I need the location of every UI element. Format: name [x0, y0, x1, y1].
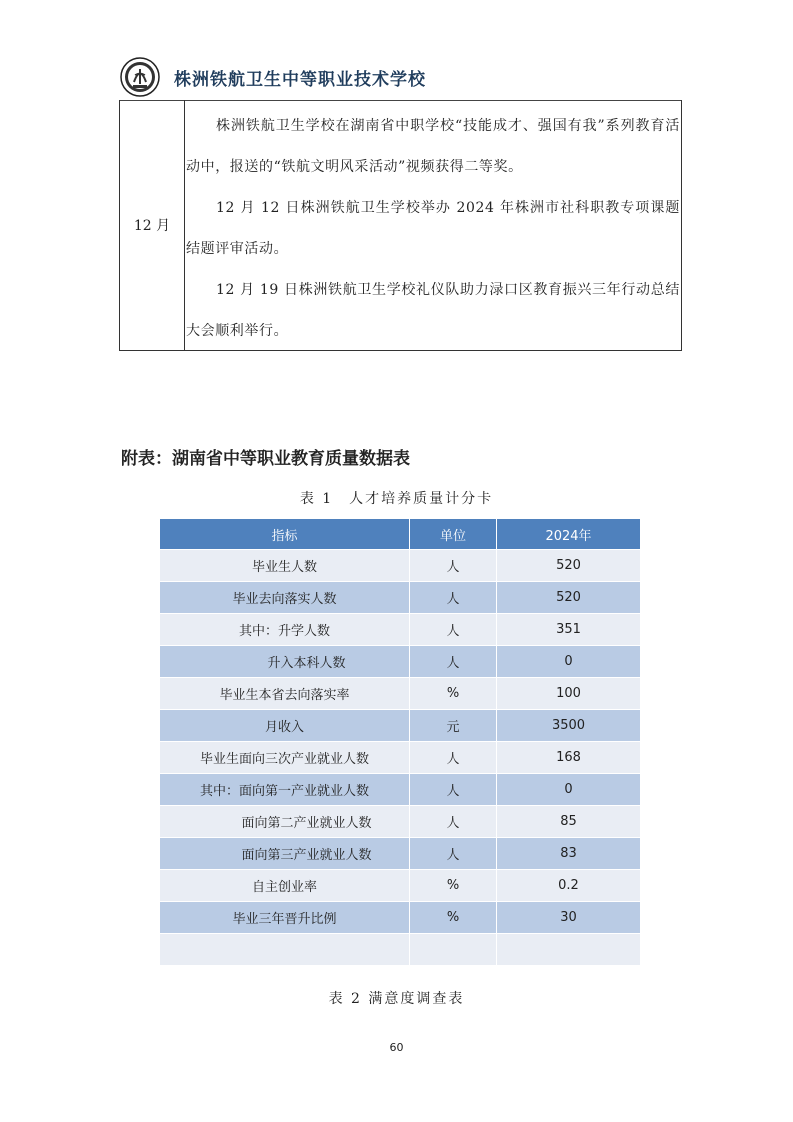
unit-cell: 人 [410, 550, 497, 582]
table-row [160, 550, 641, 582]
page-number: 60 [389, 1041, 404, 1054]
indicator-cell: 毕业生面向三次产业就业人数 [160, 742, 410, 774]
event-paragraph: 株洲铁航卫生学校在湖南省中职学校“技能成才、强国有我”系列教育活动中，报送的“铁航文明风采活动”视频获得二等奖。 [186, 118, 680, 175]
indicator-cell: 毕业生本省去向落实率 [160, 678, 410, 710]
table-row [160, 870, 641, 902]
indicator-cell: 毕业三年晋升比例 [160, 902, 410, 934]
value-cell: 0 [497, 774, 641, 806]
page-header [120, 57, 680, 99]
header-unit: 单位 [410, 519, 497, 550]
unit-cell: 人 [410, 582, 497, 614]
value-cell: 85 [497, 806, 641, 838]
indicator-cell: 其中：升学人数 [160, 614, 410, 646]
value-cell: 520 [497, 582, 641, 614]
table-row [160, 614, 641, 646]
appendix-title: 附表：湖南省中等职业教育质量数据表 [121, 449, 410, 469]
table-row [160, 934, 641, 966]
table-row [160, 582, 641, 614]
school-name: 株洲铁航卫生中等职业技术学校 [174, 70, 426, 90]
indicator-cell: 面向第三产业就业人数 [160, 838, 410, 870]
school-logo [120, 57, 160, 97]
unit-cell: % [410, 870, 497, 902]
value-cell: 100 [497, 678, 641, 710]
unit-cell: 人 [410, 838, 497, 870]
unit-cell: % [410, 902, 497, 934]
indicator-cell: 面向第二产业就业人数 [160, 806, 410, 838]
value-cell: 30 [497, 902, 641, 934]
value-cell [497, 934, 641, 966]
indicator-cell: 升入本科人数 [160, 646, 410, 678]
unit-cell: 人 [410, 614, 497, 646]
indicator-cell [160, 934, 410, 966]
value-cell: 351 [497, 614, 641, 646]
table-header-row [160, 519, 641, 550]
unit-cell: 人 [410, 774, 497, 806]
indicator-cell: 月收入 [160, 710, 410, 742]
table-row [160, 902, 641, 934]
indicator-cell: 其中：面向第一产业就业人数 [160, 774, 410, 806]
event-table [119, 100, 682, 351]
value-cell: 0.2 [497, 870, 641, 902]
header-indicator: 指标 [160, 519, 410, 550]
table-row [160, 806, 641, 838]
header-year: 2024年 [497, 519, 641, 550]
table-row [160, 646, 641, 678]
event-month: 12 月 [120, 100, 185, 350]
table-row [160, 774, 641, 806]
value-cell: 168 [497, 742, 641, 774]
indicator-cell: 毕业生人数 [160, 550, 410, 582]
table-row [160, 838, 641, 870]
unit-cell [410, 934, 497, 966]
unit-cell: 人 [410, 646, 497, 678]
value-cell: 83 [497, 838, 641, 870]
event-body [186, 106, 680, 352]
talent-quality-table [159, 518, 641, 966]
table-row [160, 678, 641, 710]
unit-cell: % [410, 678, 497, 710]
event-paragraph: 12 月 19 日株洲铁航卫生学校礼仪队助力渌口区教育振兴三年行动总结大会顺利举行。 [186, 282, 680, 339]
table-row [160, 710, 641, 742]
table1-caption: 表 1 人才培养质量计分卡 [299, 491, 494, 507]
table2-caption: 表 2 满意度调查表 [328, 991, 465, 1007]
value-cell: 520 [497, 550, 641, 582]
indicator-cell: 自主创业率 [160, 870, 410, 902]
indicator-cell: 毕业去向落实人数 [160, 582, 410, 614]
value-cell: 0 [497, 646, 641, 678]
value-cell: 3500 [497, 710, 641, 742]
unit-cell: 人 [410, 806, 497, 838]
table-row [160, 742, 641, 774]
unit-cell: 元 [410, 710, 497, 742]
unit-cell: 人 [410, 742, 497, 774]
event-paragraph: 12 月 12 日株洲铁航卫生学校举办 2024 年株洲市社科职教专项课题结题评审活动。 [186, 200, 680, 257]
